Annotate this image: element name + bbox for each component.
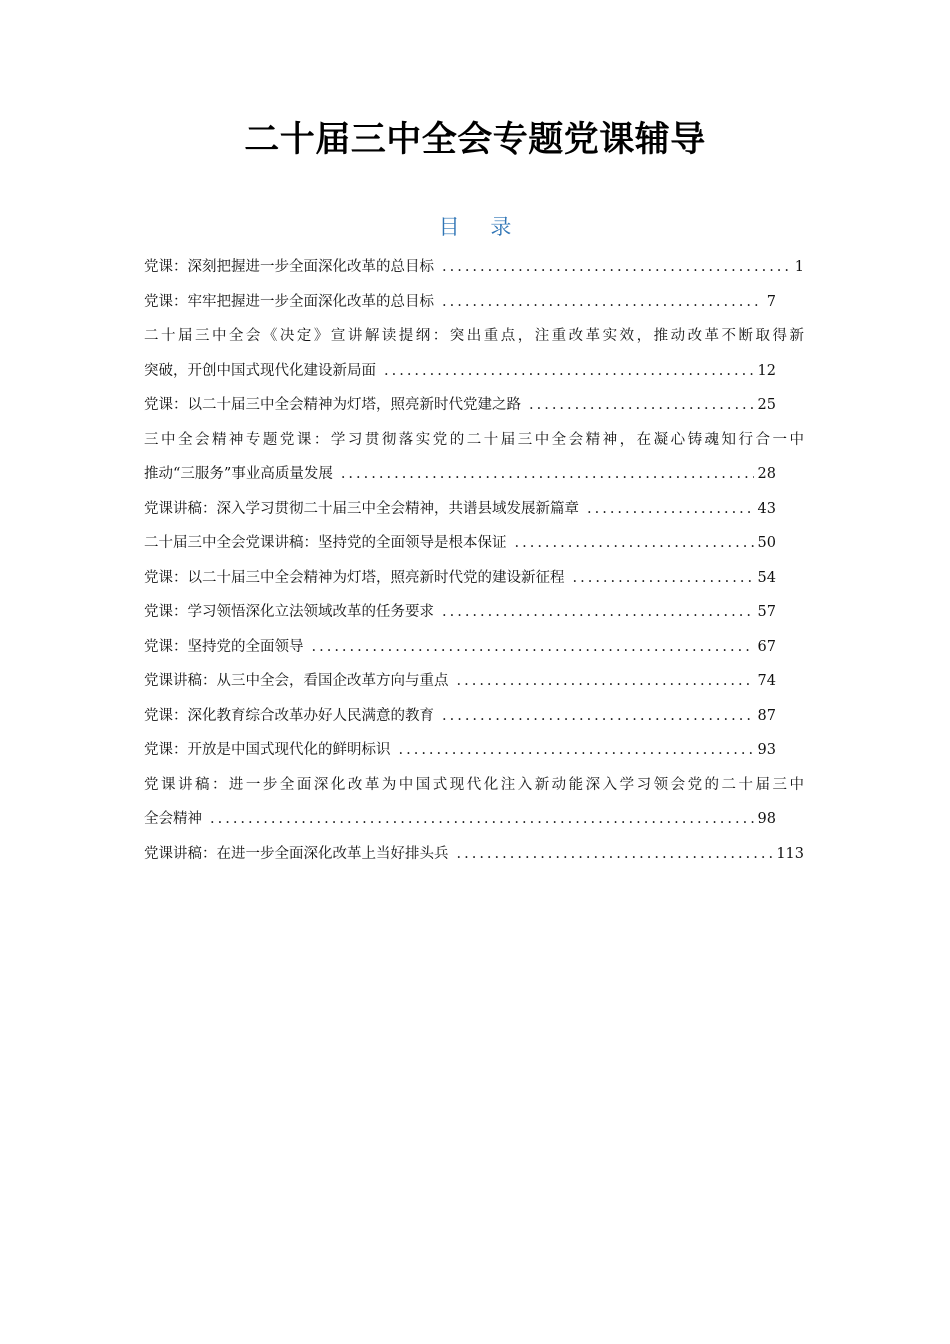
toc-entry[interactable] bbox=[144, 768, 804, 837]
toc-entry[interactable] bbox=[144, 492, 804, 527]
toc-entry-title: 三中全会精神专题党课：学习贯彻落实党的二十届三中全会精神，在凝心铸魂知行合一中 bbox=[144, 431, 804, 448]
toc-entry-title: 二十届三中全会党课讲稿：坚持党的全面领导是根本保证 bbox=[144, 535, 507, 551]
toc-page-number: 113 bbox=[776, 845, 804, 862]
toc-page-number: 43 bbox=[757, 500, 776, 517]
toc-entry-title-continued: 推动“三服务”事业高质量发展 bbox=[144, 466, 333, 482]
toc-page-number: 57 bbox=[757, 604, 776, 620]
toc-leader-dots bbox=[442, 595, 754, 630]
toc-entry-title: 党课：深化教育综合改革办好人民满意的教育 bbox=[144, 707, 434, 724]
toc-entry[interactable] bbox=[144, 526, 804, 561]
toc-entry-title: 党课讲稿：从三中全会，看国企改革方向与重点 bbox=[144, 673, 449, 689]
toc-page-number: 54 bbox=[757, 569, 776, 586]
toc-page-number: 25 bbox=[757, 397, 776, 413]
toc-leader-dots bbox=[457, 664, 754, 699]
toc-entry-title-continued: 突破，开创中国式现代化建设新局面 bbox=[144, 362, 376, 379]
toc-page-number: 67 bbox=[757, 638, 776, 655]
toc-entry-title: 党课：坚持党的全面领导 bbox=[144, 638, 304, 655]
toc-leader-dots bbox=[442, 285, 763, 320]
toc-page-number: 93 bbox=[757, 742, 776, 758]
toc-entry[interactable] bbox=[144, 699, 804, 734]
toc-page-number: 12 bbox=[757, 362, 776, 379]
toc-entry-title: 二十届三中全会《决定》宣讲解读提纲：突出重点，注重改革实效，推动改革不断取得新 bbox=[144, 328, 804, 344]
table-of-contents bbox=[144, 250, 804, 871]
toc-page-number: 7 bbox=[766, 293, 776, 310]
toc-entry-title: 党课讲稿：进一步全面深化改革为中国式现代化注入新动能深入学习领会党的二十届三中 bbox=[144, 776, 804, 793]
toc-entry[interactable] bbox=[144, 388, 804, 423]
toc-page-number: 1 bbox=[794, 259, 804, 275]
toc-page-number: 74 bbox=[757, 673, 776, 689]
toc-leader-dots bbox=[457, 837, 773, 872]
toc-leader-dots bbox=[312, 630, 754, 665]
document-title: 二十届三中全会专题党课辅导 bbox=[244, 120, 706, 160]
toc-entry[interactable] bbox=[144, 733, 804, 768]
toc-page-number: 87 bbox=[757, 707, 776, 724]
toc-leader-dots bbox=[210, 802, 754, 837]
toc-entry-title: 党课：以二十届三中全会精神为灯塔，照亮新时代党的建设新征程 bbox=[144, 569, 565, 586]
toc-entry-title: 党课：开放是中国式现代化的鲜明标识 bbox=[144, 742, 391, 758]
toc-leader-dots bbox=[442, 250, 791, 285]
toc-entry[interactable] bbox=[144, 630, 804, 665]
toc-entry-title: 党课讲稿：深入学习贯彻二十届三中全会精神，共谱县域发展新篇章 bbox=[144, 500, 579, 517]
toc-entry[interactable] bbox=[144, 664, 804, 699]
toc-leader-dots bbox=[529, 388, 754, 423]
toc-leader-dots bbox=[573, 561, 754, 596]
toc-entry[interactable] bbox=[144, 423, 804, 492]
toc-entry[interactable] bbox=[144, 595, 804, 630]
toc-entry-title: 党课：学习领悟深化立法领域改革的任务要求 bbox=[144, 604, 434, 620]
toc-heading: 目 录 bbox=[438, 215, 524, 239]
toc-entry[interactable] bbox=[144, 285, 804, 320]
toc-page-number: 98 bbox=[757, 811, 776, 827]
toc-entry[interactable] bbox=[144, 319, 804, 388]
toc-page-number: 28 bbox=[757, 466, 776, 482]
toc-entry[interactable] bbox=[144, 561, 804, 596]
toc-entry[interactable] bbox=[144, 250, 804, 285]
toc-leader-dots bbox=[442, 699, 754, 734]
toc-leader-dots bbox=[341, 457, 754, 492]
toc-entry-title: 党课讲稿：在进一步全面深化改革上当好排头兵 bbox=[144, 845, 449, 862]
toc-entry[interactable] bbox=[144, 837, 804, 872]
toc-page-number: 50 bbox=[757, 535, 776, 551]
toc-leader-dots bbox=[399, 733, 754, 768]
toc-entry-title: 党课：牢牢把握进一步全面深化改革的总目标 bbox=[144, 293, 434, 310]
toc-leader-dots bbox=[587, 492, 754, 527]
toc-leader-dots bbox=[515, 526, 754, 561]
toc-entry-title: 党课：深刻把握进一步全面深化改革的总目标 bbox=[144, 259, 434, 275]
toc-entry-title-continued: 全会精神 bbox=[144, 811, 202, 827]
toc-entry-title: 党课：以二十届三中全会精神为灯塔，照亮新时代党建之路 bbox=[144, 397, 521, 413]
toc-leader-dots bbox=[384, 354, 754, 389]
